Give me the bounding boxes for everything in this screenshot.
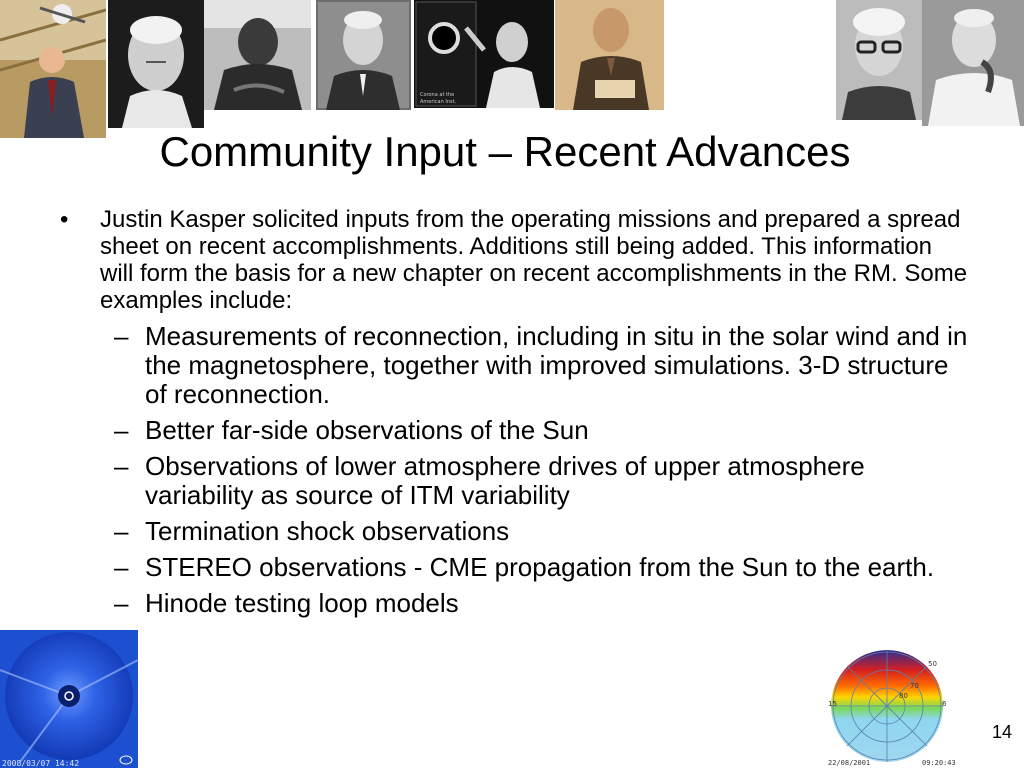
itm-label: 15 (828, 700, 837, 708)
svg-text:Corona at the: Corona at the (420, 92, 455, 98)
sub-bullet-text: Termination shock observations (145, 516, 510, 546)
sub-bullet-text: STEREO observations - CME propagation from the Sun to the earth. (145, 552, 935, 582)
photo-scientist-6 (555, 0, 664, 110)
bullet-item (58, 206, 968, 314)
photo-scientist-7 (836, 0, 922, 120)
sub-bullet-marker: – (114, 588, 129, 618)
sub-bullet-text: Better far-side observations of the Sun (145, 415, 589, 445)
itm-polar-plot (824, 648, 954, 768)
sub-bullet-text: Hinode testing loop models (145, 588, 459, 618)
itm-time: 09:20:43 (922, 759, 956, 767)
sub-bullet-item (58, 553, 968, 582)
sub-bullet-marker: – (114, 321, 129, 351)
bullet-marker: • (60, 206, 69, 233)
page-number: 14 (991, 722, 1012, 742)
photo-scientist-1 (0, 0, 106, 138)
itm-label: 70 (910, 682, 919, 690)
slide-title: Community Input – Recent Advances (159, 128, 851, 175)
slide-body (58, 206, 968, 618)
sub-bullet-marker: – (114, 415, 129, 445)
photo-scientist-8 (922, 0, 1024, 126)
photo-scientist-eclipse (414, 0, 554, 108)
photo-scientist-3 (204, 0, 311, 110)
sub-bullet-marker: – (114, 451, 129, 481)
sub-bullet-item (58, 322, 968, 409)
itm-date: 22/08/2001 (828, 759, 871, 767)
coronagraph-image (0, 630, 138, 768)
sub-bullet-item (58, 517, 968, 546)
photo-scientist-2 (108, 0, 204, 128)
sub-bullet-text: Observations of lower atmosphere drives of upper atmosphere variability as source of ITM variability (145, 451, 865, 510)
sub-bullet-marker: – (114, 516, 129, 546)
sub-bullet-item (58, 416, 968, 445)
itm-label: 6 (942, 700, 947, 708)
bullet-text: Justin Kasper solicited inputs from the operating missions and prepared a spread sheet on recent accomplishments. Additions still being added. This information will form the basis for a new chapter on recent accomplishments in the RM. Some examples include: (100, 206, 968, 314)
sub-bullet-marker: – (114, 552, 129, 582)
itm-label: 80 (899, 692, 908, 700)
itm-label: 50 (928, 660, 937, 668)
sub-bullet-item (58, 452, 968, 510)
svg-text:American Inst.: American Inst. (420, 99, 457, 105)
sub-bullet-item (58, 589, 968, 618)
coronagraph-timestamp: 2008/03/07 14:42 (2, 759, 80, 768)
sub-bullet-text: Measurements of reconnection, including in situ in the solar wind and in the magnetosphere, together with improved simulations. 3-D structure of reconnection. (145, 321, 968, 409)
photo-scientist-4 (316, 0, 411, 110)
